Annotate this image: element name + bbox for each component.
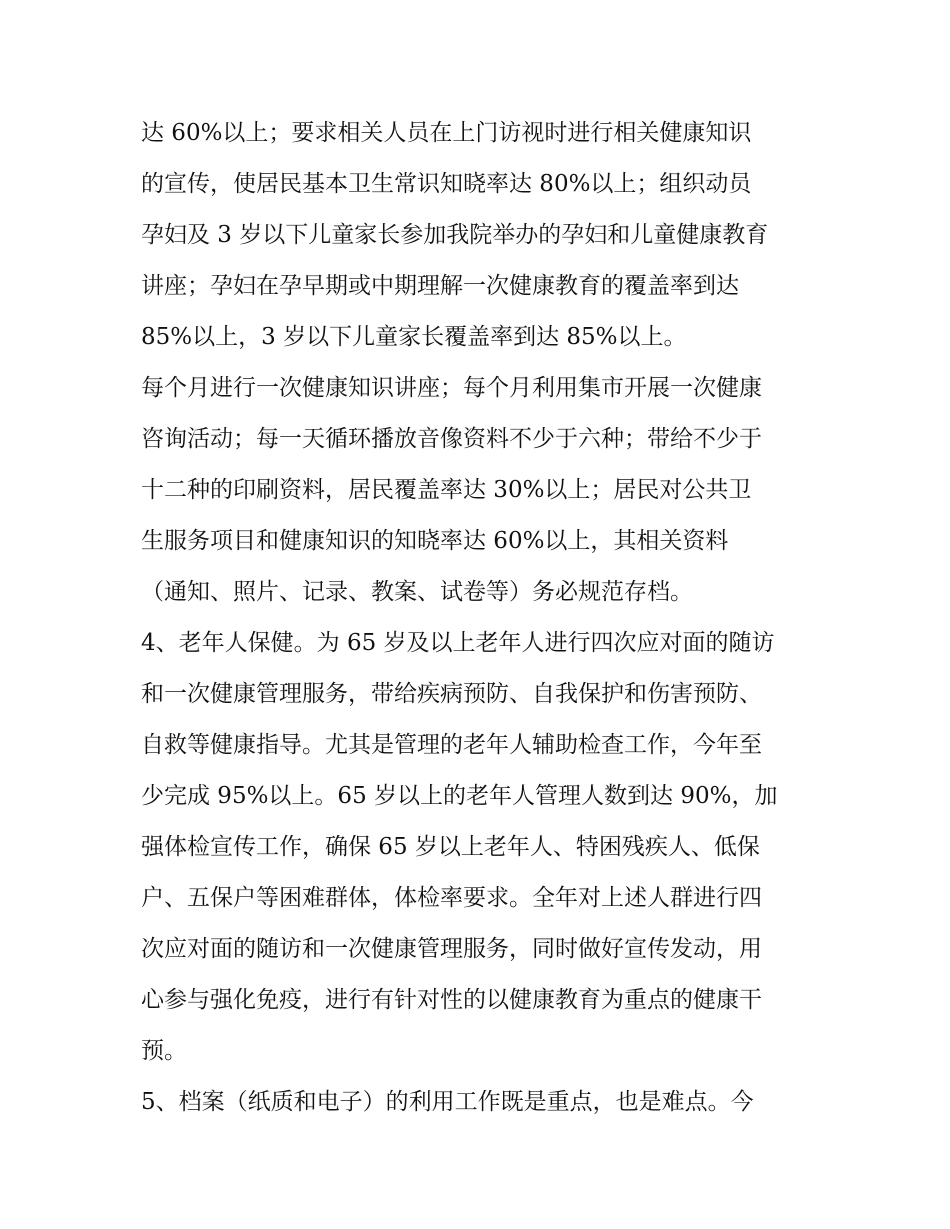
text-line: 85%以上，3 岁以下儿童家长覆盖率到达 85%以上。: [141, 324, 687, 350]
text-line: 4、老年人保健。为 65 岁及以上老年人进行四次应对面的随访: [141, 630, 775, 656]
text-line: 次应对面的随访和一次健康管理服务，同时做好宣传发动，用: [141, 936, 762, 962]
text-line: 十二种的印刷资料，居民覆盖率达 30%以上；居民对公共卫: [141, 477, 752, 503]
text-line: 每个月进行一次健康知识讲座；每个月利用集市开展一次健康: [141, 375, 762, 401]
text-line: 达 60%以上；要求相关人员在上门访视时进行相关健康知识: [141, 120, 752, 146]
document-body: [141, 108, 821, 1128]
text-line: 咨询活动；每一天循环播放音像资料不少于六种；带给不少于: [141, 426, 762, 452]
text-line: 5、档案（纸质和电子）的利用工作既是重点，也是难点。今: [141, 1089, 754, 1115]
text-line: 自救等健康指导。尤其是管理的老年人辅助检查工作，今年至: [141, 732, 762, 758]
text-line: 生服务项目和健康知识的知晓率达 60%以上，其相关资料: [141, 528, 729, 554]
text-line: 预。: [141, 1038, 187, 1064]
text-line: （通知、照片、记录、教案、试卷等）务必规范存档。: [141, 579, 693, 605]
text-line: 心参与强化免疫，进行有针对性的以健康教育为重点的健康干: [141, 987, 762, 1013]
text-line: 讲座；孕妇在孕早期或中期理解一次健康教育的覆盖率到达: [141, 273, 739, 299]
text-line: 户、五保户等困难群体，体检率要求。全年对上述人群进行四: [141, 885, 762, 911]
text-line: 和一次健康管理服务，带给疾病预防、自我保护和伤害预防、: [141, 681, 762, 707]
text-line: 少完成 95%以上。65 岁以上的老年人管理人数到达 90%，加: [141, 783, 778, 809]
text-line: 强体检宣传工作，确保 65 岁以上老年人、特困残疾人、低保: [141, 834, 760, 860]
text-line: 的宣传，使居民基本卫生常识知晓率达 80%以上；组织动员: [141, 171, 752, 197]
text-line: 孕妇及 3 岁以下儿童家长参加我院举办的孕妇和儿童健康教育: [141, 222, 769, 248]
